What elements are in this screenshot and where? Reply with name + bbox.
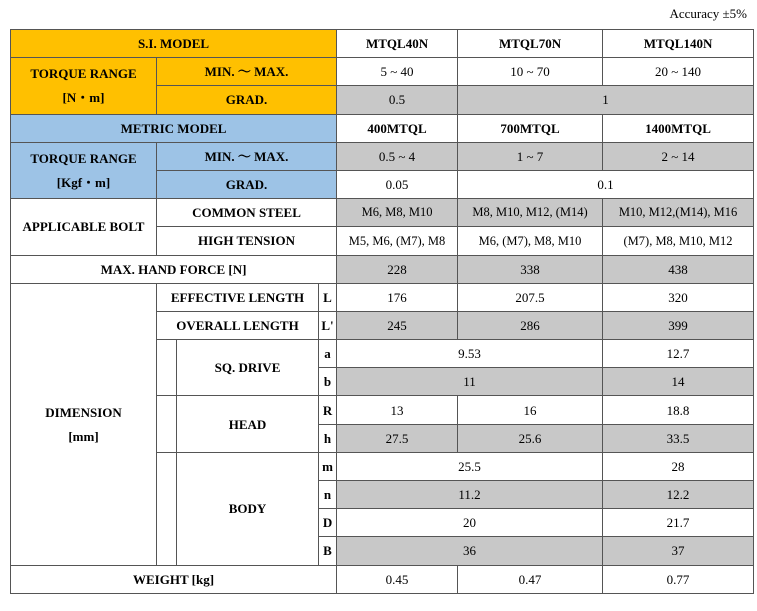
metric-model-row xyxy=(11,114,754,142)
dimension-spacer xyxy=(157,396,177,452)
dimension-spacer xyxy=(157,340,177,396)
si-grad-value: 0.5 xyxy=(337,86,458,114)
overall-length-label: OVERALL LENGTH xyxy=(157,311,319,339)
effective-length-value: 207.5 xyxy=(458,283,603,311)
weight-row xyxy=(11,565,754,593)
si-minmax-value: 20 ~ 140 xyxy=(603,58,754,86)
si-model-row xyxy=(11,30,754,58)
metric-minmax-value: 1 ~ 7 xyxy=(458,142,603,170)
body-B-value: 36 xyxy=(337,537,603,565)
si-minmax-label: MIN. ～ MAX. xyxy=(157,58,337,86)
metric-grad-value: 0.05 xyxy=(337,170,458,198)
hand-force-label: MAX. HAND FORCE [N] xyxy=(11,255,337,283)
head-R-value: 13 xyxy=(337,396,458,424)
body-n-value: 11.2 xyxy=(337,481,603,509)
body-B-value: 37 xyxy=(603,537,754,565)
body-m-value: 28 xyxy=(603,452,754,480)
head-h-value: 33.5 xyxy=(603,424,754,452)
bolt-common-row xyxy=(11,199,754,227)
effective-length-symbol: L xyxy=(319,283,337,311)
metric-model-name: 1400MTQL xyxy=(603,114,754,142)
effective-length-value: 176 xyxy=(337,283,458,311)
sq-drive-b-symbol: b xyxy=(319,368,337,396)
sq-drive-b-value: 14 xyxy=(603,368,754,396)
si-minmax-value: 10 ~ 70 xyxy=(458,58,603,86)
si-minmax-row xyxy=(11,58,754,86)
dimension-label: DIMENSION [mm] xyxy=(11,283,157,565)
sq-drive-a-symbol: a xyxy=(319,340,337,368)
overall-length-symbol: L' xyxy=(319,311,337,339)
body-m-symbol: m xyxy=(319,452,337,480)
accuracy-note: Accuracy ±5% xyxy=(669,6,747,21)
sq-drive-label: SQ. DRIVE xyxy=(177,340,319,396)
body-label: BODY xyxy=(177,452,319,565)
hand-force-row xyxy=(11,255,754,283)
high-tension-value: (M7), M8, M10, M12 xyxy=(603,227,754,255)
high-tension-label: HIGH TENSION xyxy=(157,227,337,255)
si-model-name: MTQL40N xyxy=(337,30,458,58)
metric-minmax-row xyxy=(11,142,754,170)
si-grad-value: 1 xyxy=(458,86,754,114)
metric-grad-label: GRAD. xyxy=(157,170,337,198)
weight-value: 0.47 xyxy=(458,565,603,593)
head-h-value: 25.6 xyxy=(458,424,603,452)
head-label: HEAD xyxy=(177,396,319,452)
metric-torque-range-label: TORQUE RANGE [Kgf・m] xyxy=(11,142,157,198)
sq-drive-b-value: 11 xyxy=(337,368,603,396)
body-D-value: 20 xyxy=(337,509,603,537)
head-R-value: 16 xyxy=(458,396,603,424)
si-model-label: S.I. MODEL xyxy=(11,30,337,58)
weight-label: WEIGHT [kg] xyxy=(11,565,337,593)
common-steel-value: M6, M8, M10 xyxy=(337,199,458,227)
hand-force-value: 438 xyxy=(603,255,754,283)
body-D-symbol: D xyxy=(319,509,337,537)
metric-model-name: 400MTQL xyxy=(337,114,458,142)
metric-minmax-value: 0.5 ~ 4 xyxy=(337,142,458,170)
sq-drive-a-value: 9.53 xyxy=(337,340,603,368)
overall-length-value: 286 xyxy=(458,311,603,339)
metric-grad-value: 0.1 xyxy=(458,170,754,198)
head-R-value: 18.8 xyxy=(603,396,754,424)
head-h-symbol: h xyxy=(319,424,337,452)
body-B-symbol: B xyxy=(319,537,337,565)
metric-model-name: 700MTQL xyxy=(458,114,603,142)
head-h-value: 27.5 xyxy=(337,424,458,452)
si-model-name: MTQL70N xyxy=(458,30,603,58)
overall-length-value: 399 xyxy=(603,311,754,339)
effective-length-label: EFFECTIVE LENGTH xyxy=(157,283,319,311)
high-tension-value: M6, (M7), M8, M10 xyxy=(458,227,603,255)
sq-drive-a-value: 12.7 xyxy=(603,340,754,368)
weight-value: 0.77 xyxy=(603,565,754,593)
si-model-name: MTQL140N xyxy=(603,30,754,58)
hand-force-value: 228 xyxy=(337,255,458,283)
body-m-value: 25.5 xyxy=(337,452,603,480)
dimension-spacer xyxy=(157,452,177,565)
common-steel-label: COMMON STEEL xyxy=(157,199,337,227)
weight-value: 0.45 xyxy=(337,565,458,593)
si-grad-label: GRAD. xyxy=(157,86,337,114)
spec-table xyxy=(10,29,754,594)
common-steel-value: M8, M10, M12, (M14) xyxy=(458,199,603,227)
si-torque-range-label: TORQUE RANGE [N・m] xyxy=(11,58,157,114)
metric-model-label: METRIC MODEL xyxy=(11,114,337,142)
body-n-value: 12.2 xyxy=(603,481,754,509)
body-n-symbol: n xyxy=(319,481,337,509)
overall-length-value: 245 xyxy=(337,311,458,339)
body-D-value: 21.7 xyxy=(603,509,754,537)
effective-length-value: 320 xyxy=(603,283,754,311)
common-steel-value: M10, M12,(M14), M16 xyxy=(603,199,754,227)
hand-force-value: 338 xyxy=(458,255,603,283)
metric-minmax-label: MIN. ～ MAX. xyxy=(157,142,337,170)
si-minmax-value: 5 ~ 40 xyxy=(337,58,458,86)
high-tension-value: M5, M6, (M7), M8 xyxy=(337,227,458,255)
effective-length-row xyxy=(11,283,754,311)
head-R-symbol: R xyxy=(319,396,337,424)
metric-minmax-value: 2 ~ 14 xyxy=(603,142,754,170)
applicable-bolt-label: APPLICABLE BOLT xyxy=(11,199,157,255)
